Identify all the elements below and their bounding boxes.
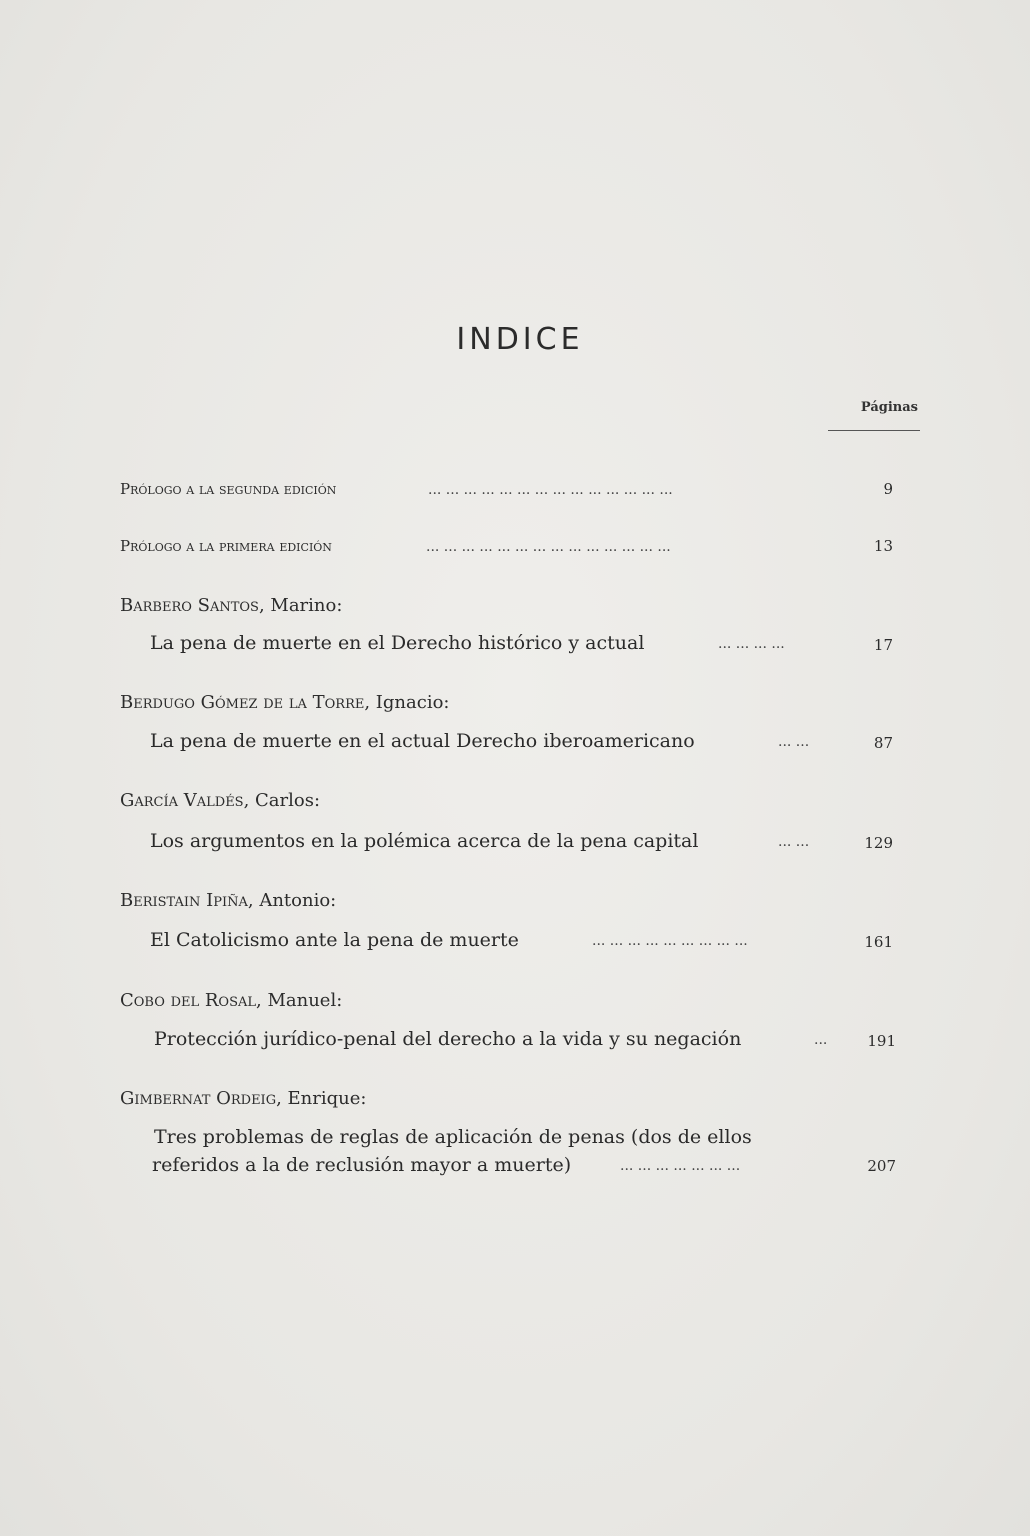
toc-author xyxy=(120,1088,366,1109)
pages-header-rule xyxy=(828,430,920,431)
toc-work-title: Los argumentos en la polémica acerca de la pena capital xyxy=(150,830,699,852)
author-surname: Beristain Ipiña xyxy=(120,890,248,911)
toc-leader-dots: ... ... ... ... ... ... ... ... ... xyxy=(592,933,748,949)
toc-work-title-line1: Tres problemas de reglas de aplicación de penas (dos de ellos xyxy=(154,1126,752,1148)
toc-leader-dots: ... xyxy=(814,1032,828,1048)
author-surname: Cobo del Rosal xyxy=(120,990,257,1011)
author-given-name: , Enrique: xyxy=(276,1088,367,1109)
author-surname: Gimbernat Ordeig xyxy=(120,1088,277,1109)
toc-work-title: El Catolicismo ante la pena de muerte xyxy=(150,929,519,951)
author-given-name: , Antonio: xyxy=(247,890,337,911)
author-given-name: , Marino: xyxy=(258,595,343,616)
toc-author xyxy=(120,790,320,811)
toc-leader-dots: ... ... ... ... ... ... ... ... ... ... ... ... ... ... xyxy=(426,539,671,555)
toc-work-title: La pena de muerte en el Derecho histórico y actual xyxy=(150,632,645,654)
toc-page-number: 87 xyxy=(873,734,893,752)
author-given-name: , Ignacio: xyxy=(364,692,450,713)
toc-leader-dots: ... ... ... ... ... ... ... ... ... ... ... ... ... ... xyxy=(428,482,673,498)
toc-entry-label: Prólogo a la segunda edición xyxy=(120,480,337,498)
author-given-name: , Manuel: xyxy=(256,990,343,1011)
toc-work-title: Protección jurídico-penal del derecho a la vida y su negación xyxy=(154,1028,742,1050)
toc-author xyxy=(120,595,342,616)
toc-author xyxy=(120,890,336,911)
toc-leader-dots: ... ... ... ... xyxy=(718,636,785,652)
toc-work-title-line2: referidos a la de reclusión mayor a muerte) xyxy=(152,1154,572,1176)
author-surname: Berdugo Gómez de la Torre xyxy=(120,692,365,713)
toc-page-number: 191 xyxy=(867,1032,896,1050)
toc-leader-dots: ... ... ... ... ... ... ... xyxy=(620,1158,741,1174)
toc-page-number: 13 xyxy=(873,537,893,555)
pages-column-header: Páginas xyxy=(860,400,918,415)
toc-page-number: 207 xyxy=(867,1157,896,1175)
toc-entry-label: Prólogo a la primera edición xyxy=(120,537,332,555)
toc-author xyxy=(120,990,342,1011)
toc-page-number: 17 xyxy=(873,636,893,654)
toc-work-title: La pena de muerte en el actual Derecho iberoamericano xyxy=(150,730,695,752)
toc-page-number: 9 xyxy=(883,480,893,498)
toc-author xyxy=(120,692,450,713)
toc-page-number: 161 xyxy=(864,933,893,951)
page-title: INDICE xyxy=(456,322,584,357)
author-surname: García Valdés xyxy=(120,790,244,811)
author-given-name: , Carlos: xyxy=(243,790,321,811)
author-surname: Barbero Santos xyxy=(120,595,259,616)
toc-page-number: 129 xyxy=(864,834,893,852)
toc-leader-dots: ... ... xyxy=(778,734,810,750)
toc-leader-dots: ... ... xyxy=(778,834,810,850)
